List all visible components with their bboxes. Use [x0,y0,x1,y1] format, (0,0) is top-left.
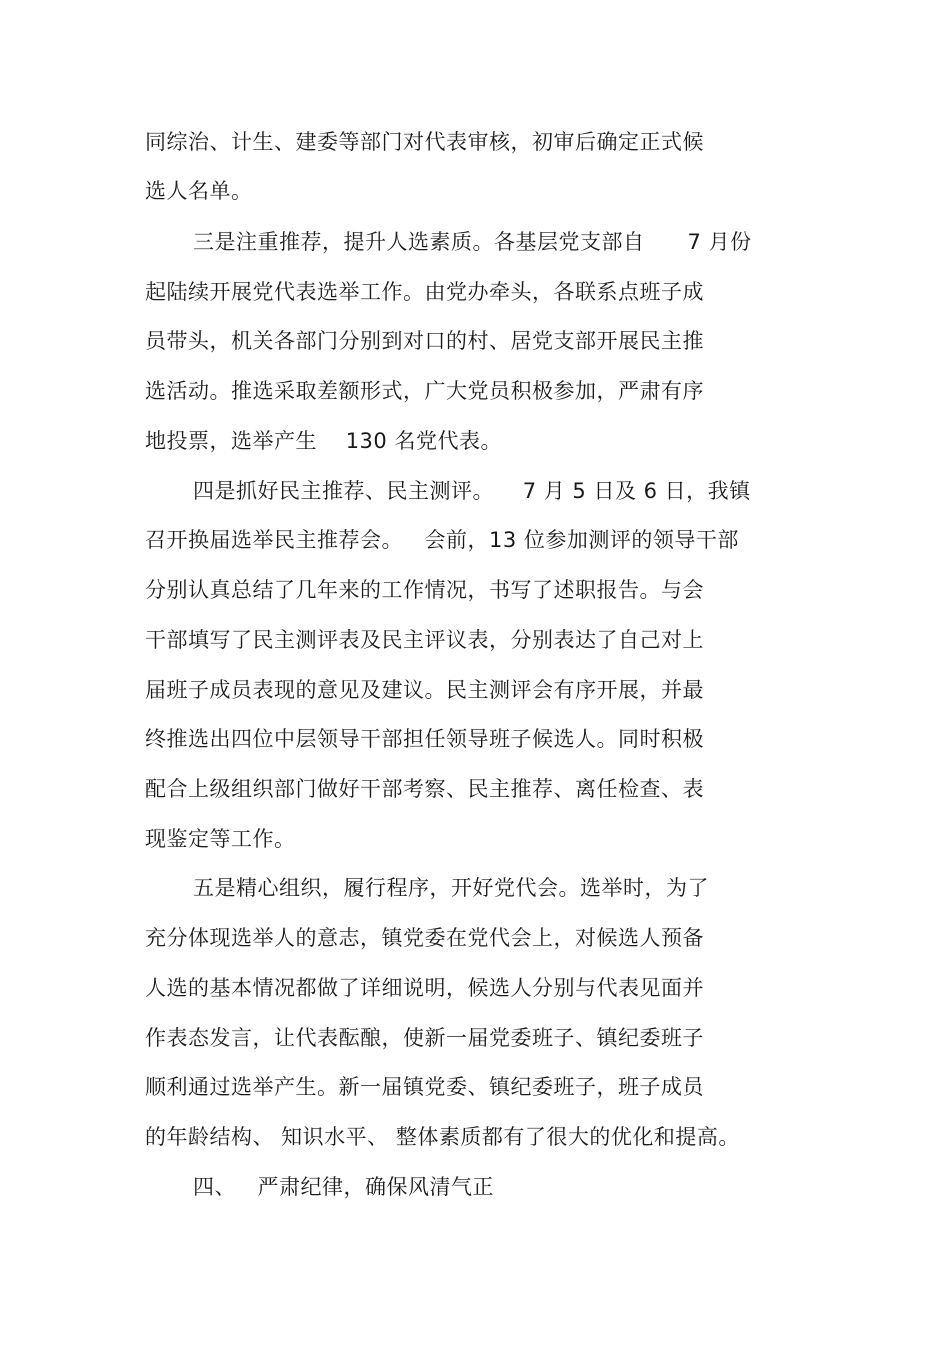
paragraph-start-line: 四是抓好民主推荐、民主测评。 7 月 5 日及 6 日，我镇 [193,479,751,503]
text-line: 分别认真总结了几年来的工作情况，书写了述职报告。与会 [145,578,704,602]
text-line: 员带头，机关各部门分别到对口的村、居党支部开展民主推 [145,329,704,353]
text-line: 起陆续开展党代表选举工作。由党办牵头，各联系点班子成 [145,280,704,304]
text-line: 作表态发言，让代表酝酿，使新一届党委班子、镇纪委班子 [145,1026,704,1050]
text-line: 选活动。推选采取差额形式，广大党员积极参加，严肃有序 [145,379,704,403]
text-line: 选人名单。 [145,179,253,203]
text-line: 届班子成员表现的意见及建议。民主测评会有序开展，并最 [145,678,704,702]
text-line: 同综治、计生、建委等部门对代表审核，初审后确定正式候 [145,130,704,154]
text-line: 顺利通过选举产生。新一届镇党委、镇纪委班子，班子成员 [145,1075,704,1099]
text-line: 的年龄结构、 知识水平、 整体素质都有了很大的优化和提高。 [145,1125,740,1149]
text-line: 地投票，选举产生 130 名党代表。 [145,429,502,453]
paragraph-start-line: 三是注重推荐，提升人选素质。各基层党支部自 7 月份 [193,230,752,254]
text-line: 终推选出四位中层领导干部担任领导班子候选人。同时积极 [145,727,704,751]
text-line: 配合上级组织部门做好干部考察、民主推荐、离任检查、表 [145,777,704,801]
section-heading: 四、 严肃纪律，确保风清气正 [193,1175,495,1199]
paragraph-start-line: 五是精心组织，履行程序，开好党代会。选举时，为了 [193,876,709,900]
text-line: 人选的基本情况都做了详细说明，候选人分别与代表见面并 [145,976,704,1000]
text-line: 召开换届选举民主推荐会。 会前，13 位参加测评的领导干部 [145,528,739,552]
text-line: 现鉴定等工作。 [145,827,296,851]
text-line: 干部填写了民主测评表及民主评议表，分别表达了自己对上 [145,628,704,652]
text-line: 充分体现选举人的意志，镇党委在党代会上，对候选人预备 [145,926,704,950]
